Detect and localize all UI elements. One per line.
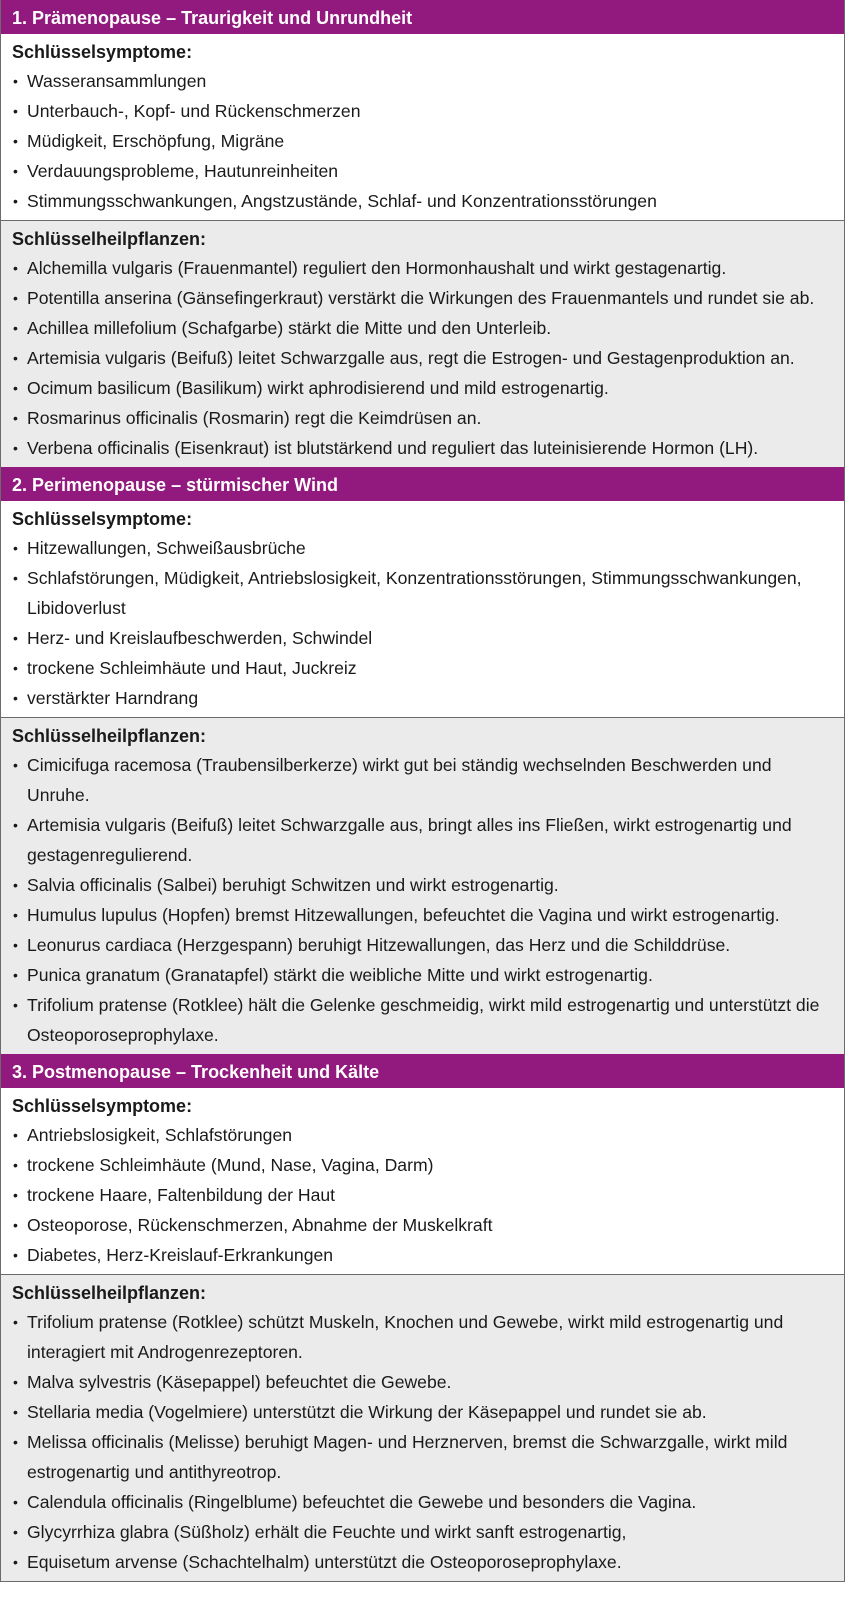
list-item: • Ocimum basilicum (Basilikum) wirkt aphrodisierend und mild estrogenartig. (12, 373, 836, 403)
list-item: • Stimmungsschwankungen, Angstzustände, Schlaf- und Konzentrationsstörungen (12, 186, 836, 216)
list-item: • Schlafstörungen, Müdigkeit, Antriebslosigkeit, Konzentrationsstörungen, Stimmungsschwankungen, Libidoverlust (12, 563, 836, 623)
list-item: • trockene Schleimhäute und Haut, Juckreiz (12, 653, 836, 683)
list-item: • Malva sylvestris (Käsepappel) befeuchtet die Gewebe. (12, 1367, 836, 1397)
list-item: • Salvia officinalis (Salbei) beruhigt Schwitzen und wirkt estrogenartig. (12, 870, 836, 900)
plants-list (12, 750, 836, 1050)
plants-list (12, 253, 836, 463)
plants-block (1, 1274, 844, 1581)
list-item: • Verbena officinalis (Eisenkraut) ist blutstärkend und reguliert das luteinisierende Hormon (LH). (12, 433, 836, 463)
list-item: • Calendula officinalis (Ringelblume) befeuchtet die Gewebe und besonders die Vagina. (12, 1487, 836, 1517)
list-item: • Diabetes, Herz-Kreislauf-Erkrankungen (12, 1240, 836, 1270)
plants-block (1, 220, 844, 467)
list-item: • Antriebslosigkeit, Schlafstörungen (12, 1120, 836, 1150)
plants-title: Schlüsselheilpflanzen: (12, 1283, 207, 1303)
list-item: • Rosmarinus officinalis (Rosmarin) regt die Keimdrüsen an. (12, 403, 836, 433)
symptoms-title: Schlüsselsymptome: (12, 1096, 193, 1116)
list-item: • Osteoporose, Rückenschmerzen, Abnahme der Muskelkraft (12, 1210, 836, 1240)
list-item: • Cimicifuga racemosa (Traubensilberkerze) wirkt gut bei ständig wechselnden Beschwerden und Unruhe. (12, 750, 836, 810)
list-item: • Melissa officinalis (Melisse) beruhigt Magen- und Herznerven, bremst die Schwarzgalle, wirkt mild estrogenartig und antithyreotrop. (12, 1427, 836, 1487)
symptoms-block (1, 1088, 844, 1274)
symptoms-title: Schlüsselsymptome: (12, 42, 193, 62)
plants-title: Schlüsselheilpflanzen: (12, 726, 207, 746)
list-item: • Punica granatum (Granatapfel) stärkt die weibliche Mitte und wirkt estrogenartig. (12, 960, 836, 990)
list-item: • Trifolium pratense (Rotklee) schützt Muskeln, Knochen und Gewebe, wirkt mild estrogenartig und interagiert mit Androgenrezeptoren. (12, 1307, 836, 1367)
list-item: • trockene Schleimhäute (Mund, Nase, Vagina, Darm) (12, 1150, 836, 1180)
symptoms-list (12, 533, 836, 713)
symptoms-list (12, 1120, 836, 1270)
list-item: • Glycyrrhiza glabra (Süßholz) erhält die Feuchte und wirkt sanft estrogenartig, (12, 1517, 836, 1547)
list-item: • Unterbauch-, Kopf- und Rückenschmerzen (12, 96, 836, 126)
list-item: • Leonurus cardiaca (Herzgespann) beruhigt Hitzewallungen, das Herz und die Schilddrüse. (12, 930, 836, 960)
list-item: • Verdauungsprobleme, Hautunreinheiten (12, 156, 836, 186)
list-item: • Stellaria media (Vogelmiere) unterstützt die Wirkung der Käsepappel und rundet sie ab. (12, 1397, 836, 1427)
list-item: • Potentilla anserina (Gänsefingerkraut) verstärkt die Wirkungen des Frauenmantels und rundet sie ab. (12, 283, 836, 313)
section-heading: 2. Perimenopause – stürmischer Wind (1, 467, 844, 501)
symptoms-list (12, 66, 836, 216)
list-item: • verstärkter Harndrang (12, 683, 836, 713)
list-item: • Trifolium pratense (Rotklee) hält die Gelenke geschmeidig, wirkt mild estrogenartig und unterstützt die Osteoporoseprophylaxe. (12, 990, 836, 1050)
section-heading: 3. Postmenopause – Trockenheit und Kälte (1, 1054, 844, 1088)
list-item: • Equisetum arvense (Schachtelhalm) unterstützt die Osteoporoseprophylaxe. (12, 1547, 836, 1577)
list-item: • Artemisia vulgaris (Beifuß) leitet Schwarzgalle aus, regt die Estrogen- und Gestagenproduktion an. (12, 343, 836, 373)
section-heading: 1. Prämenopause – Traurigkeit und Unrundheit (1, 0, 844, 34)
list-item: • Achillea millefolium (Schafgarbe) stärkt die Mitte und den Unterleib. (12, 313, 836, 343)
list-item: • Herz- und Kreislaufbeschwerden, Schwindel (12, 623, 836, 653)
list-item: • Alchemilla vulgaris (Frauenmantel) reguliert den Hormonhaushalt und wirkt gestagenartig. (12, 253, 836, 283)
list-item: • Müdigkeit, Erschöpfung, Migräne (12, 126, 836, 156)
list-item: • Artemisia vulgaris (Beifuß) leitet Schwarzgalle aus, bringt alles ins Fließen, wirkt estrogenartig und gestagenregulierend. (12, 810, 836, 870)
list-item: • Wasseransammlungen (12, 66, 836, 96)
plants-block (1, 717, 844, 1054)
symptoms-title: Schlüsselsymptome: (12, 509, 193, 529)
list-item: • trockene Haare, Faltenbildung der Haut (12, 1180, 836, 1210)
list-item: • Hitzewallungen, Schweißausbrüche (12, 533, 836, 563)
list-item: • Humulus lupulus (Hopfen) bremst Hitzewallungen, befeuchtet die Vagina und wirkt estrogenartig. (12, 900, 836, 930)
symptoms-block (1, 501, 844, 717)
plants-title: Schlüsselheilpflanzen: (12, 229, 207, 249)
plants-list (12, 1307, 836, 1577)
symptoms-block (1, 34, 844, 220)
